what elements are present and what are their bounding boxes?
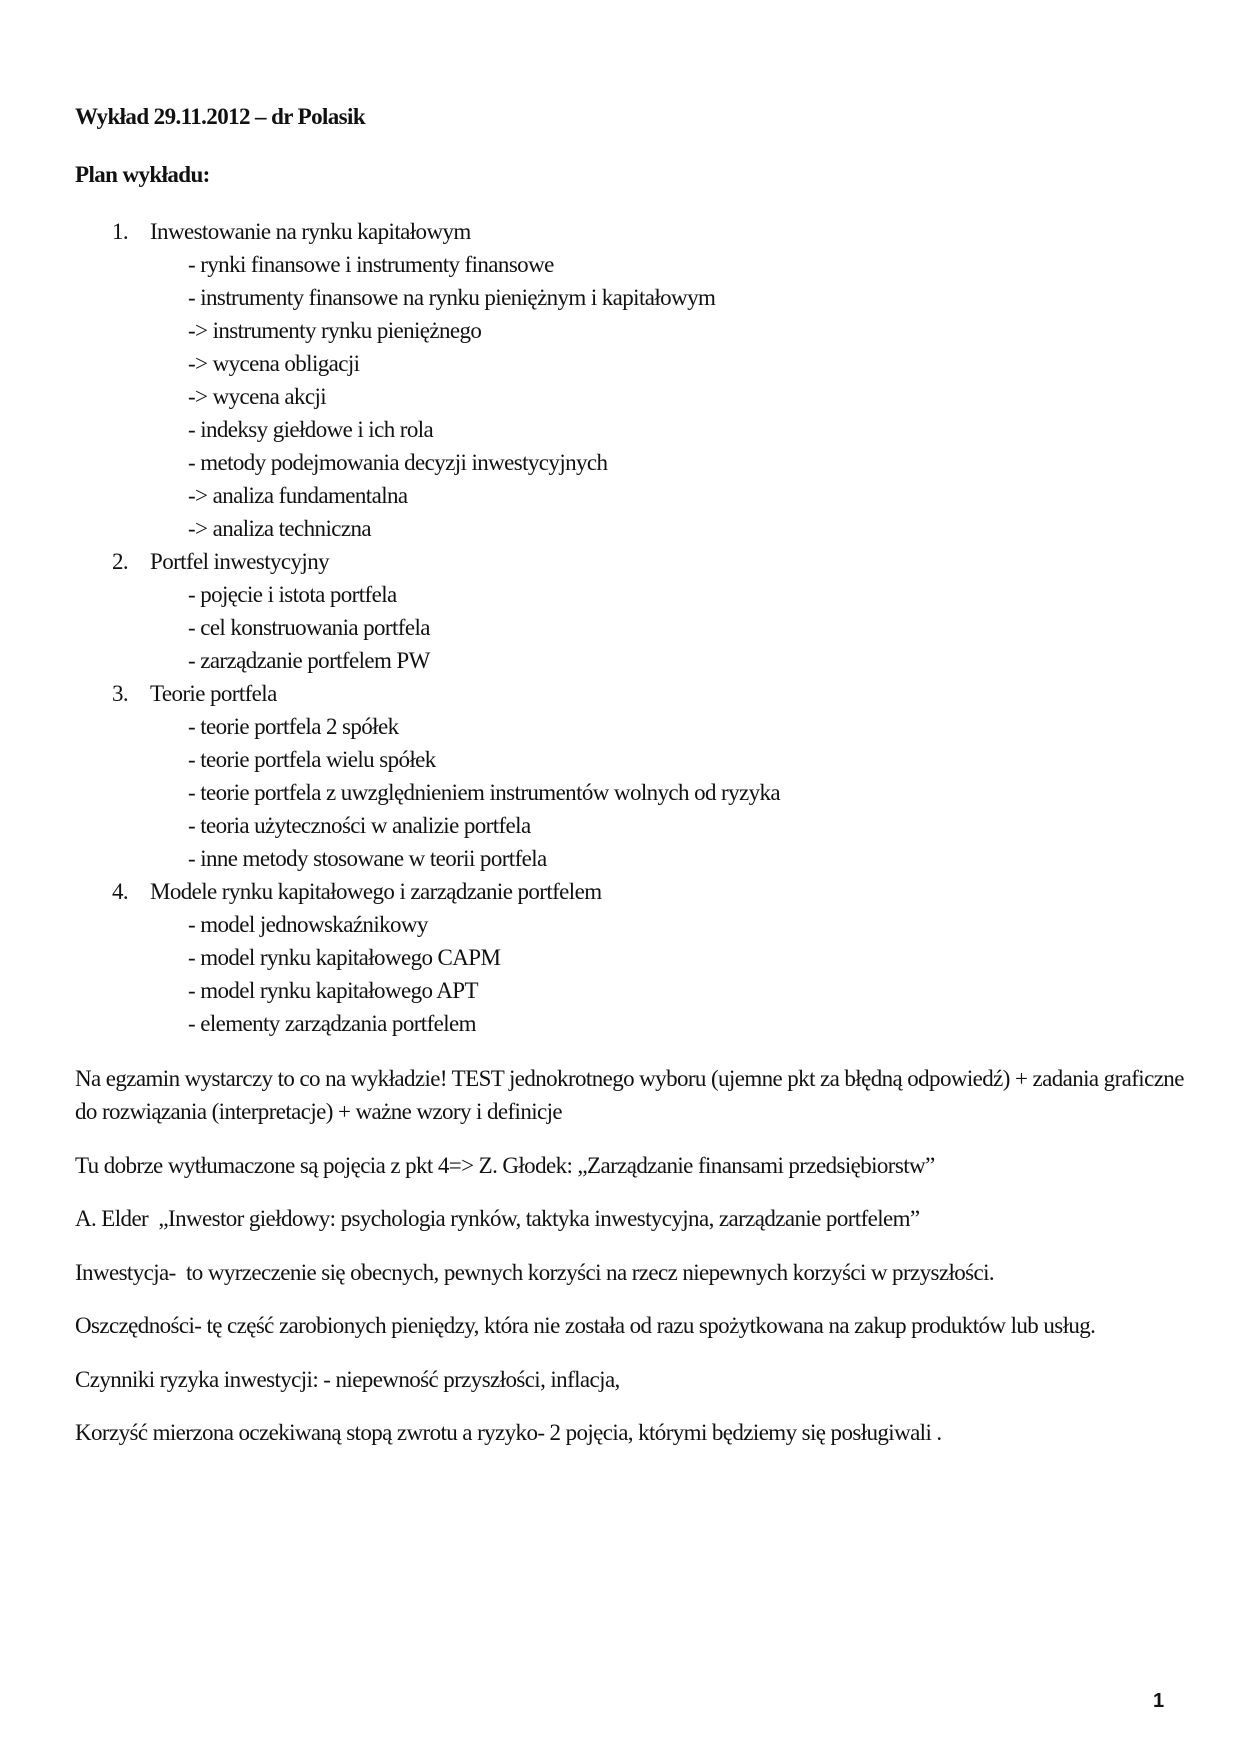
notes-body [75,1062,1189,1470]
outline-subitem: - teorie portfela z uwzględnieniem instrumentów wolnych od ryzyka [188,780,781,805]
paragraph-text: Na egzamin wystarczy to co na wykładzie! TEST jednokrotnego wyboru (ujemne pkt za błędną odpowiedź) + zadania graficzne do rozwiązania (interpretacje) + ważne wzory i definicje [75,1066,1189,1124]
lecture-outline [112,215,780,1040]
paragraph-text: A. Elder „Inwestor giełdowy: psychologia rynków, taktyka inwestycyjna, zarządzanie portfelem” [75,1206,920,1231]
outline-subitem: - model jednowskaźnikowy [188,912,428,937]
outline-subitem: - indeksy giełdowe i ich rola [188,417,434,442]
outline-subitem: - pojęcie i istota portfela [188,582,397,607]
outline-subitem: - metody podejmowania decyzji inwestycyjnych [188,450,608,475]
outline-subitem: -> wycena obligacji [188,351,360,376]
outline-subitem: - instrumenty finansowe na rynku pieniężnym i kapitałowym [188,285,716,310]
paragraph [75,1309,1185,1342]
outline-item-label: Inwestowanie na rynku kapitałowym [150,219,471,244]
page-number: 1 [1153,1690,1165,1712]
outline-subitem: - teorie portfela wielu spółek [188,747,436,772]
outline-item [112,545,780,677]
paragraph-term: Inwestycja- [75,1259,176,1285]
paragraph [75,1149,1185,1182]
outline-item-label: Teorie portfela [150,681,277,706]
paragraph [75,1062,1189,1128]
paragraph [75,1202,1185,1235]
outline-subitem: - zarządzanie portfelem PW [188,648,430,673]
outline-subitem: - inne metody stosowane w teorii portfela [188,846,547,871]
outline-subitem: - teorie portfela 2 spółek [188,714,399,739]
outline-subitem: -> analiza techniczna [188,516,371,541]
paragraph [75,1416,1185,1449]
paragraph-term: Oszczędności [75,1313,195,1338]
outline-subitem: - model rynku kapitałowego CAPM [188,945,501,970]
document-title: Wykład 29.11.2012 – dr Polasik [75,104,366,129]
outline-item-label: Modele rynku kapitałowego i zarządzanie portfelem [150,879,602,904]
paragraph-text: - tę część zarobionych pieniędzy, która nie została od razu spożytkowana na zakup produktów lub usług. [194,1313,1096,1338]
paragraph-text: to wyrzeczenie się obecnych, pewnych korzyści na rzecz niepewnych korzyści w przyszłości. [175,1259,995,1285]
outline-subitem: - elementy zarządzania portfelem [188,1011,476,1036]
paragraph-term: Czynniki ryzyka inwestycji: [75,1366,319,1392]
outline-number: 4. [112,879,129,904]
paragraph-text: - niepewność przyszłości, inflacja, [318,1366,620,1392]
outline-subitem: - cel konstruowania portfela [188,615,430,640]
outline-number: 2. [112,549,129,574]
outline-subitem: -> wycena akcji [188,384,327,409]
outline-item [112,215,780,545]
paragraph [75,1256,1185,1289]
outline-subitem: -> instrumenty rynku pieniężnego [188,318,482,343]
outline-item [112,677,780,875]
paragraph [75,1363,1185,1396]
outline-subitem: - teoria użyteczności w analizie portfela [188,813,531,838]
paragraph-text: Tu dobrze wytłumaczone są pojęcia z pkt 4=> Z. Głodek: „Zarządzanie finansami przedsiębiorstw” [75,1152,935,1178]
plan-heading: Plan wykładu: [75,162,210,187]
outline-item-label: Portfel inwestycyjny [150,549,329,574]
paragraph-text: Korzyść mierzona oczekiwaną stopą zwrotu a ryzyko- 2 pojęcia, którymi będziemy się posługiwali . [75,1420,942,1445]
outline-number: 1. [112,219,129,244]
outline-subitem: - model rynku kapitałowego APT [188,978,478,1003]
outline-subitem: - rynki finansowe i instrumenty finansowe [188,252,554,277]
outline-item [112,875,780,1040]
outline-subitem: -> analiza fundamentalna [188,483,408,508]
outline-number: 3. [112,681,129,706]
